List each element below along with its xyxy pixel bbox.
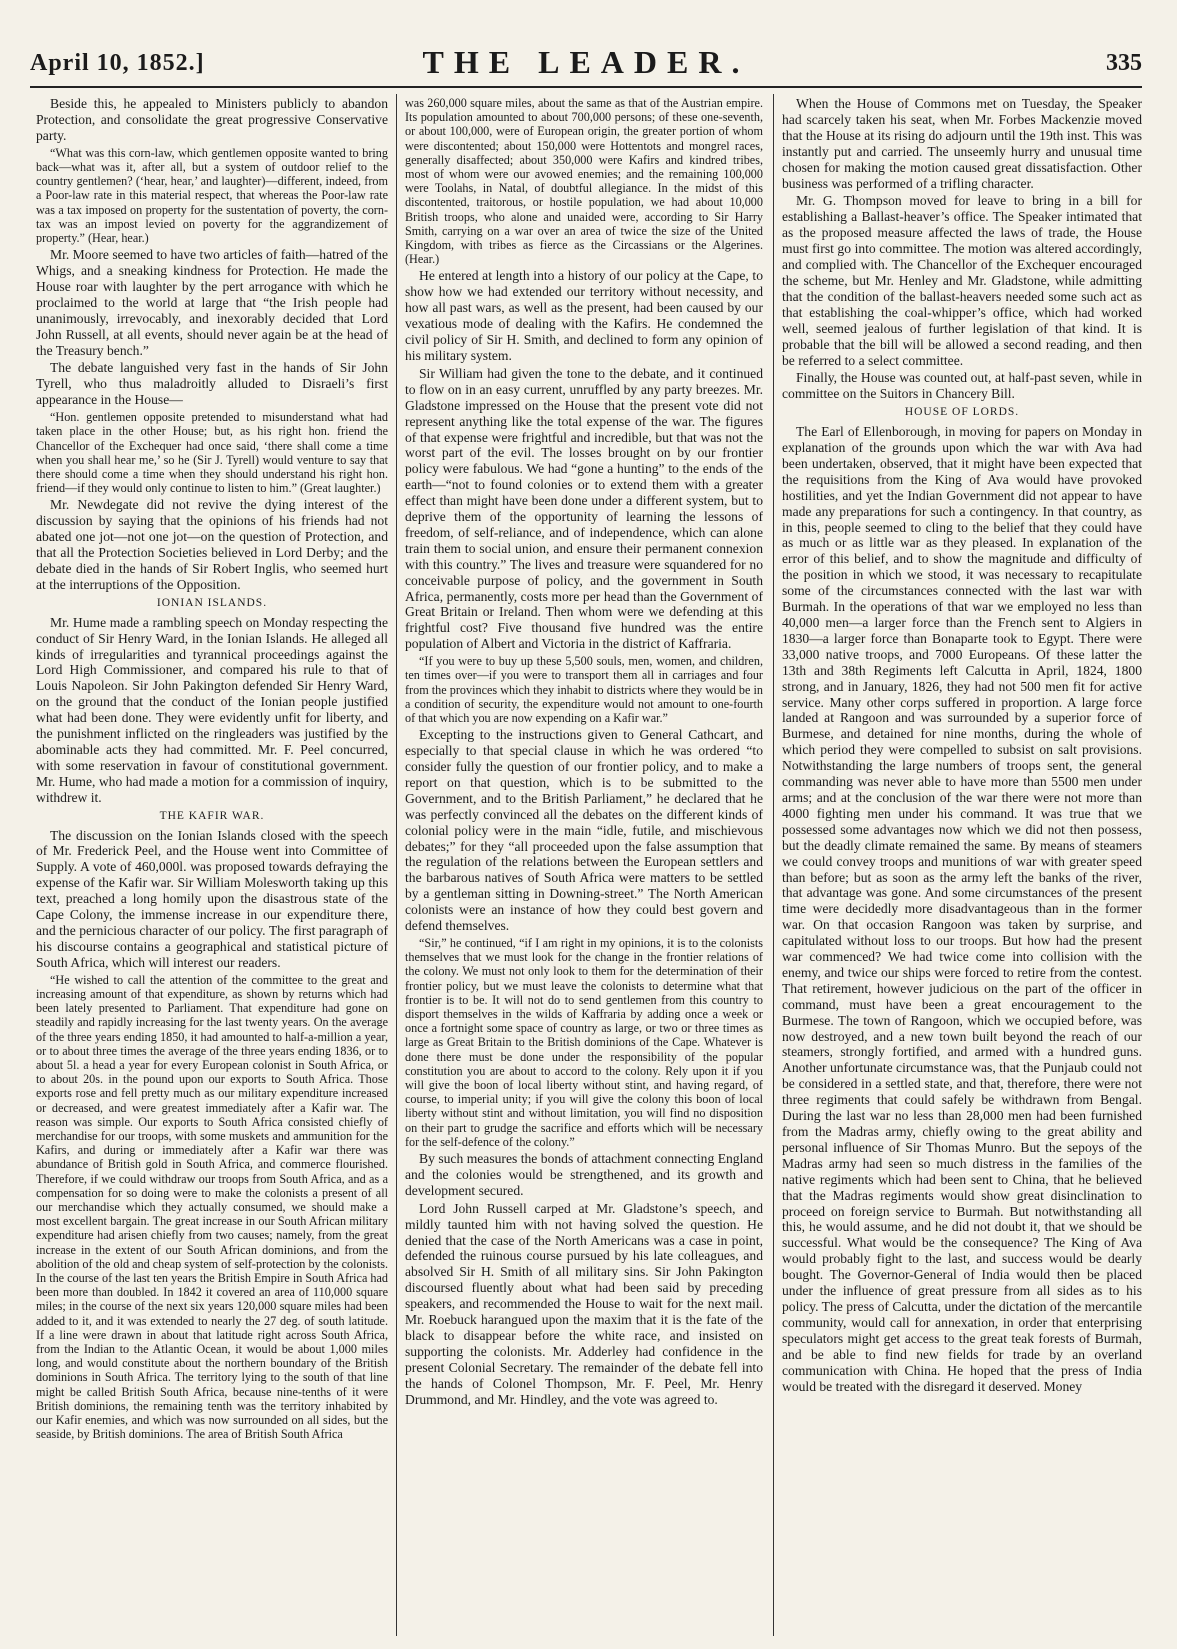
paragraph: The debate languished very fast in the hands of Sir John Tyrell, who thus maladroitly alluded to Disraeli’s first appearance in the House— — [36, 360, 388, 408]
paragraph: Mr. Moore seemed to have two articles of faith—hatred of the Whigs, and a sneaking kindness for Protection. He made the House roar with laughter by the pert arrogance with which he proclaimed to the world at large that “the Irish people had unanimously, irrevocably, and inexorably decided that Lord John Russell, at all events, should never again be at the head of the Treasury bench.” — [36, 247, 388, 358]
paragraph: Lord John Russell carped at Mr. Gladstone’s speech, and mildly taunted him with not having solved the question. He denied that the case of the North Americans was a case in point, defended the ruinous course pursued by his late colleagues, and absolved Sir H. Smith of all military sins. Sir John Pakington discoursed fluently about what had been said by preceding speakers, and recommended the House to wait for the next mail. Mr. Roebuck harangued upon the maxim that it is the fate of the black to disappear before the white race, and insisted on supporting the colonists. Mr. Adderley had confidence in the present Colonial Secretary. The remainder of the debate fell into the hands of Colonel Thompson, Mr. F. Peel, Mr. Henry Drummond, and Mr. Hindley, and the vote was agreed to. — [405, 1200, 763, 1407]
section-heading: THE KAFIR WAR. — [159, 809, 265, 822]
quotation: “What was this corn-law, which gentlemen opposite wanted to bring back—what was it, after all, but a system of outdoor relief to the country gentlemen? (‘hear, hear,’ and laughter)—different, indeed, from a Poor-law rate in this material respect, that whereas the Poor-law rate was a tax imposed on property for the sustentation of poverty, the corn-tax was an impost levied on poverty for the aggrandizement of property.” (Hear, hear.) — [36, 145, 388, 245]
column-divider — [396, 94, 397, 1636]
paragraph: He entered at length into a history of our policy at the Cape, to show how we had extended our territory without necessity, and how all past wars, as well as the present, had been caused by our vexatious mode of dealing with the Kafirs. He condemned the civil policy of Sir H. Smith, and declined to form any opinion of his military system. — [405, 268, 763, 363]
quotation: “Sir,” he continued, “if I am right in my opinions, it is to the colonists themselves that we must look for the change in the frontier relations of the colony. We must not only look to them for the determination of their frontier policy, but we must leave the colonists to determine what that frontier is to be. It will not do to send gentlemen from this country to disport themselves in the wilds of Kaffraria by adding once a week or once a fortnight some space of country as large, or two or three times as large as Great Britain to the British dominions of the Cape. Whatever is done there must be done under the responsibility of the popular constitution you are about to accord to the colony. Rely upon it if you will give the boon of local liberty without stint, and having regard, of course, to imperial unity; if you will give the colony this boon of local liberty without stint and without limitation, you will find no disposition on their part to grudge the sacrifice and efforts which will be necessary for the self-defence of the colony.” — [405, 935, 763, 1149]
column-2 — [405, 96, 763, 1636]
quotation: “If you were to buy up these 5,500 souls, men, women, and children, ten times over—if you were to transport them all in carriages and four from the provinces which they inhabit to districts where they would be in a condition of security, the expenditure would not amount to one-fourth of that which you are now expending on a Kafir war.” — [405, 654, 763, 725]
paragraph: Sir William had given the tone to the debate, and it continued to flow on in an easy current, unruffled by any party breezes. Mr. Gladstone impressed on the House that the present vote did not represent anything like the total expense of the war. The figures of that expense were frightful and incredible, but that was not the worst part of the evil. The losses brought on by our frontier policy were fabulous. We had “gone a hunting” to the ends of the earth—“not to found colonies or to extend them with a greater effect than might have been done under a different system, but to deprive them of the opportunity of learning the lessons of freedom, of self-reliance, and of independence, which can alone train them to social union, and ensure their permanent connexion with this country.” The lives and treasure were squandered for no conceivable purpose of policy, and the government in South Africa, permanently, costs more per head than the Government of Great Britain or Ireland. Then whom were we defending at this frightful cost? Five thousand five hundred was the entire population of Albert and Victoria in the district of Kaffraria. — [405, 365, 763, 652]
section-heading: HOUSE OF LORDS. — [904, 406, 1020, 419]
masthead — [30, 44, 1142, 80]
paragraph: Beside this, he appealed to Ministers publicly to abandon Protection, and consolidate the great progressive Conservative party. — [36, 96, 388, 143]
column-divider — [773, 94, 774, 1636]
paragraph: Mr. Newdegate did not revive the dying interest of the discussion by saying that the opinions of his friends had not abated one jot—not one jot—on the question of Protection, and that all the Protection Societies believed in Lord Derby; and the debate died in the hands of Sir Robert Inglis, who seemed hurt at the interruptions of the Opposition. — [36, 497, 388, 592]
paragraph: Mr. G. Thompson moved for leave to bring in a bill for establishing a Ballast-heaver’s office. The Speaker intimated that as the proposed measure affected the laws of trade, the House must first go into committee. The motion was altered accordingly, and complied with. The Chancellor of the Exchequer encouraged the scheme, but Mr. Henley and Mr. Gladstone, while admitting that the condition of the ballast-heavers needed some such act as that establishing the coal-whipper’s office, which had worked well, seemed jealous of further legislation of that kind. It is probable that the bill will be allowed a second reading, and then be referred to a select committee. — [782, 193, 1142, 368]
quotation: “Hon. gentlemen opposite pretended to misunderstand what had taken place in the other House; but, as his right hon. friend the Chancellor of the Exchequer had once said, ‘there shall come a time when you shall hear me,’ so he (Sir J. Tyrell) would venture to say that there should come a time when they should understand his right hon. friend—if they would only continue to listen to him.” (Great laughter.) — [36, 410, 388, 496]
paragraph: By such measures the bonds of attachment connecting England and the colonies would be strengthened, and its growth and development secured. — [405, 1151, 763, 1198]
paragraph: Excepting to the instructions given to General Cathcart, and especially to that special clause in which he was ordered “to consider fully the question of our frontier policy, and to make a report on that question, which is to be submitted to the Government, and to the British Parliament,” he declared that he was perfectly convinced all the debates on the different kinds of colonial policy were in the main “idle, futile, and mischievous debates;” for they “all proceeded upon the false assumption that the regulation of the relations between the European settlers and the barbarous natives of South Africa were matters to be settled by a gentleman sitting in Downing-street.” The North American colonists were an instance of how they could best govern and defend themselves. — [405, 727, 763, 934]
newspaper-title: THE LEADER. — [422, 44, 750, 80]
quotation: was 260,000 square miles, about the same as that of the Austrian empire. Its population amounted to about 700,000 persons; of these one-seventh, or about 100,000, were of European origin, the greater portion of whom were discontented; about 150,000 were Hottentots and mongrel races, generally disaffected; about 350,000 were Kafirs and kindred tribes, most of whom were our avowed enemies; and the remaining 100,000 were Toolahs, in Natal, of doubtful allegiance. In the midst of this discontented, traitorous, or hostile population, we had about 10,000 British troops, who alone and unaided were, according to Sir Harry Smith, carrying on a war over an area of twice the size of the United Kingdom, with tribes as fierce as the Circassians or the Algerines. (Hear.) — [405, 96, 763, 267]
quotation: “He wished to call the attention of the committee to the great and increasing amount of that expenditure, as shown by returns which had been lately presented to Parliament. That expenditure had gone on steadily and rapidly increasing for the last twenty years. On the average of the three years ending 1850, it had amounted to half-a-million a year, or to about three times the average of the three years ending 1836, or to about 5l. a head a year for every European colonist in South Africa, or to about 20s. in the pound upon our exports to South Africa. Those exports rose and fell pretty much as our military expenditure increased or decreased, and were greatest immediately after a Kafir war. The reason was simple. Our exports to South Africa consisted chiefly of merchandise for our troops, with some muskets and ammunition for the Kafirs, and during or immediately after a Kafir war there was abundance of British gold in South Africa, and commerce flourished. Therefore, if we could withdraw our troops from South Africa, and as a compensation for so doing were to make the colonists a present of all our merchandise which they actually consumed, we should make a most excellent bargain. The great increase in our South African military expenditure had arisen chiefly from two causes; namely, from the great increase in the extent of our South African dominions, and from the abolition of the old and cheap system of self-protection by the colonists. In the course of the last ten years the British Empire in South Africa had been more than doubled. In 1842 it covered an area of 110,000 square miles; in the course of the next six years 120,000 square miles had been added to it, and it was extended to nearly the 27 deg. of south latitude. If a line were drawn in about that latitude right across South Africa, from the Indian to the Atlantic Ocean, it would be about 1,000 miles long, and would constitute about the northern boundary of the British dominions in South Africa. The territory lying to the south of that line might be called British South Africa, because nine-tenths of it were British dominions, the remaining tenth was the territory inhabited by our Kafir enemies, and which was now surrounded on all sides, but the seaside, by British dominions. The area of British South Africa — [36, 972, 388, 1442]
issue-date: April 10, 1852.] — [30, 50, 205, 76]
section-heading: IONIAN ISLANDS. — [156, 596, 268, 609]
column-1 — [36, 96, 388, 1636]
header-rule — [30, 86, 1142, 88]
paragraph: Finally, the House was counted out, at half-past seven, while in committee on the Suitors in Chancery Bill. — [782, 370, 1142, 402]
column-3 — [782, 96, 1142, 1636]
paragraph: When the House of Commons met on Tuesday, the Speaker had scarcely taken his seat, when Mr. Forbes Mackenzie moved that the House at its rising do adjourn until the 19th inst. This was instantly put and carried. The unseemly hurry and unusual time chosen for making the motion caused great dissatisfaction. Other business was performed of a trifling character. — [782, 96, 1142, 191]
page-number: 335 — [1106, 50, 1142, 76]
paragraph: The discussion on the Ionian Islands closed with the speech of Mr. Frederick Peel, and the House went into Committee of Supply. A vote of 460,000l. was proposed towards defraying the expense of the Kafir war. Sir William Molesworth taking up this text, preached a long homily upon the disastrous state of the Cape Colony, the immense increase in our expenditure there, and the pernicious character of our policy. The first paragraph of his discourse contains a geographical and statistical picture of South Africa, which will interest our readers. — [36, 827, 388, 970]
paragraph: The Earl of Ellenborough, in moving for papers on Monday in explanation of the grounds upon which the war with Ava had been undertaken, observed, that it might have been expected that the requisitions from the King of Ava would have provoked hostilities, and yet the Indian Government did not appear to have made any preparations for such a contingency. In that country, as in this, people seemed to cling to the belief that they could have as much or as little war as they pleased. In explanation of the error of this belief, and to show the magnitude and difficulty of the position in which we stood, it was necessary to recapitulate some of the circumstances connected with the last war with Burmah. In the operations of that war we employed no less than 40,000 men—a larger force than the French sent to Algiers in 1830—a larger force than Bonaparte took to Egypt. There were 33,000 native troops, and 7000 Europeans. Of these latter the 13th and 38th Regiments left Calcutta in April, 1824, 1800 strong, and in January, 1826, they had not 500 men fit for active service. Many other corps suffered in proportion. A large force landed at Rangoon and was surrounded by a superior force of Burmese, and detained for nine months, during the whole of which period they were compelled to subsist on salt provisions. Notwithstanding the large numbers of troops sent, the general commanding was never able to have more than 5500 men under arms; and at the conclusion of the war there were not more than 4000 fighting men under his command. It was true that we possessed some advantages now which we did not then possess, but the deadly climate remained the same. By means of steamers we could convey troops and munitions of war with greater speed than before; but as soon as the army left the banks of the river, that advantage was gone. And some circumstances of the present time were decidedly more disadvantageous than in the former war. On that occasion Rangoon was taken by surprise, and capitulated without loss to our troops. But how had the present war commenced? We had twice come into collision with the enemy, and twice our ships were forced to retire from the contest. That retirement, however judicious on the part of the officer in command, must have been a great encouragement to the Burmese. The town of Rangoon, which we occupied before, was now destroyed, and a new town built beyond the reach of our steamers, strongly fortified, and armed with a hundred guns. Another unfortunate circumstance was, that the Punjaub could not be considered in a settled state, and that, therefore, there were not three regiments that could safely be withdrawn from Bengal. During the last war no less than 28,000 men had been furnished from the Madras army, chiefly owing to the great ability and personal influence of Sir Thomas Munro. But the sepoys of the Madras army had seen so much distress in the families of the native regiments which had been sent to China, that he believed that the Madras regiments would show great disinclination to proceed on foreign service to Burmah. But notwithstanding all this, he would assume, and he did not doubt it, that we should be successful. What would be the consequence? The King of Ava would probably fight to the last, and success would be dearly bought. The Governor-General of India would then be placed under the influence of great pressure from all sides as to his policy. The press of Calcutta, under the dictation of the mercantile community, would call for annexation, in order that enterprising speculators might get access to the great teak forests of Burmah, and be able to find new fields for trade by an overland communication with China. He hoped that the press of India would be treated with the disregard it deserved. Money — [782, 424, 1142, 1394]
paragraph: Mr. Hume made a rambling speech on Monday respecting the conduct of Sir Henry Ward, in the Ionian Islands. He alleged all kinds of irregularities and tyrannical proceedings against the Lord High Commissioner, and compared his rule to that of Louis Napoleon. Sir John Pakington defended Sir Henry Ward, on the ground that the conduct of the Ionian people justified what had been done. They were evidently unfit for liberty, and the punishment inflicted on the ringleaders was justified by the abominable acts they had committed. Mr. F. Peel concurred, with some reservation in favour of constitutional government. Mr. Hume, who had made a motion for a commission of inquiry, withdrew it. — [36, 614, 388, 805]
